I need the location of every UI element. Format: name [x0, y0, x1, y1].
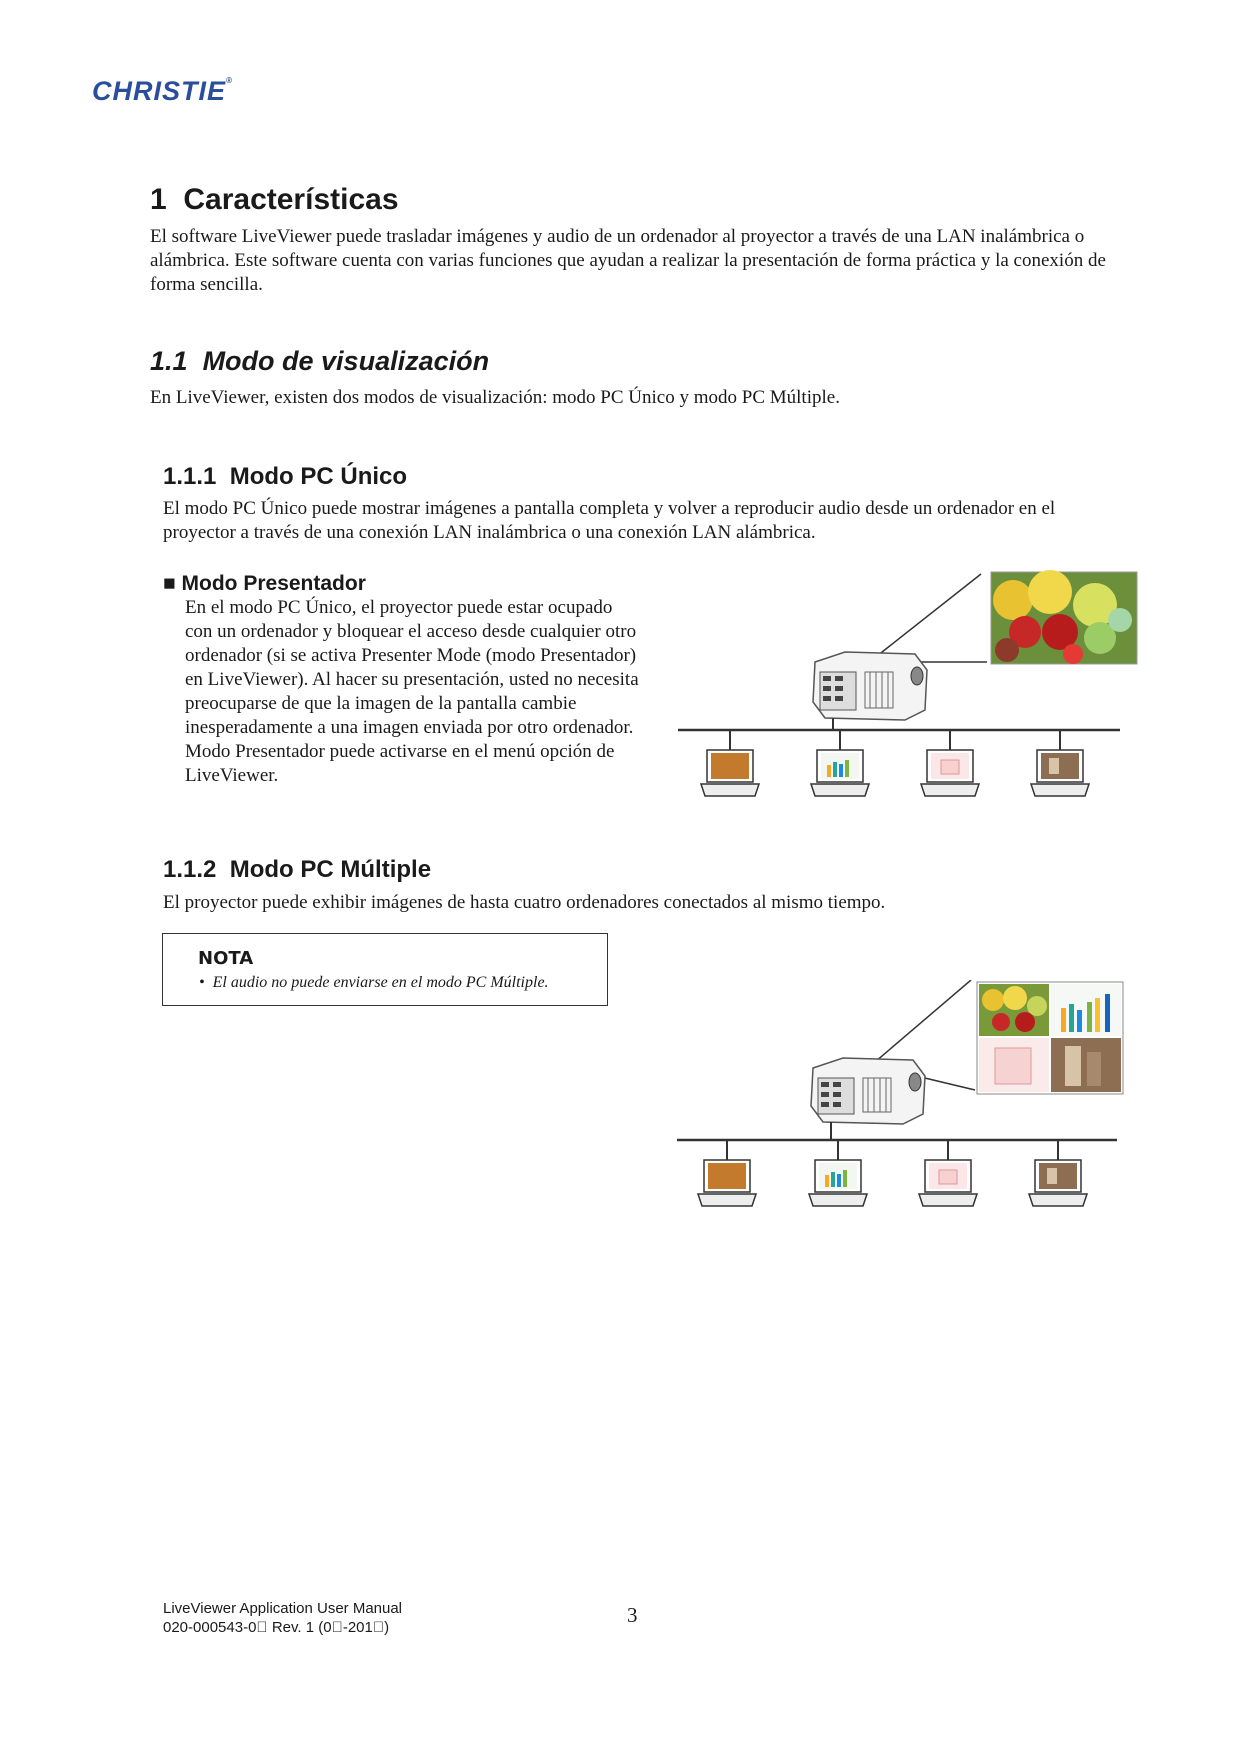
section-1-1-heading [150, 346, 489, 377]
fruit-image [991, 570, 1137, 664]
laptop-icon [1031, 750, 1089, 796]
section-1-1-1-heading [163, 463, 407, 491]
section-1-1-body: En LiveViewer, existen dos modos de visualización: modo PC Único y modo PC Múltiple. [150, 387, 840, 408]
section-1-body: El software LiveViewer puede trasladar imágenes y audio de un ordenador al proyector a través de una LAN inalámbrica o alámbrica. Este software cuenta con varias funciones que ayudan a realizar la presentación de forma práctica y la conexión de forma sencilla. [150, 226, 1106, 295]
projection-line [877, 574, 981, 656]
modo-presentador-body: En el modo PC Único, el proyector puede estar ocupado con un ordenador y bloquear el acceso desde cualquier otro ordenador (si se activa Presenter Mode (modo Presentador) en LiveViewer). Al hacer su presentación, usted no necesita preocuparse de que la imagen de la pantalla cambie inesperadamente a una imagen enviada por otro ordenador. Modo Presentador puede activarse en el menú opción de LiveViewer. [185, 597, 639, 786]
section-1-heading [150, 183, 399, 217]
laptop-icon [811, 750, 869, 796]
section-number: 1.1 [150, 346, 188, 376]
bullet-icon: • [199, 974, 205, 991]
section-title: Características [183, 183, 399, 216]
note-box [162, 933, 608, 1006]
page-number: 3 [627, 1603, 638, 1627]
laptop-icon [809, 1160, 867, 1206]
section-title: Modo PC Múltiple [229, 856, 432, 883]
footer-line-2: 020-000543-0  Rev. 1 (0 -201 ) [163, 1619, 390, 1636]
laptop-icon [921, 750, 979, 796]
single-pc-diagram [675, 570, 1145, 815]
laptop-icon [698, 1160, 756, 1206]
section-title: Modo PC Único [229, 463, 408, 490]
footer-line-1: LiveViewer Application User Manual [163, 1600, 403, 1617]
note-title: NOTA [198, 948, 254, 969]
section-1-1-2-body: El proyector puede exhibir imágenes de hasta cuatro ordenadores conectados al mismo tiempo. [163, 892, 886, 913]
footer [163, 1599, 402, 1637]
laptop-icon [701, 750, 759, 796]
section-number: 1.1.2 [163, 856, 217, 883]
quad-screen-image [977, 982, 1123, 1094]
christie-logo [92, 76, 233, 107]
note-item-text: El audio no puede enviarse en el modo PC Múltiple. [212, 974, 549, 991]
square-bullet-icon: ■ [163, 572, 176, 595]
laptop-icon [919, 1160, 977, 1206]
projector-icon [811, 1058, 925, 1124]
projection-line [875, 980, 971, 1062]
multi-pc-diagram [675, 980, 1145, 1235]
projector-icon [813, 652, 927, 720]
laptop-icon [1029, 1160, 1087, 1206]
logo-mark: ® [226, 76, 233, 85]
subheading-text: Modo Presentador [181, 572, 366, 595]
logo-text: CHRISTIE [92, 76, 227, 106]
section-1-1-2-heading [163, 856, 431, 884]
section-number: 1 [150, 183, 167, 216]
section-number: 1.1.1 [163, 463, 217, 490]
modo-presentador-heading [163, 572, 366, 596]
section-1-1-1-body: El modo PC Único puede mostrar imágenes a pantalla completa y volver a reproducir audio desde un ordenador en el proyector a través de una conexión LAN inalámbrica o una conexión LAN alámbrica. [163, 498, 1056, 543]
note-item [199, 974, 549, 992]
section-title: Modo de visualización [202, 346, 490, 376]
